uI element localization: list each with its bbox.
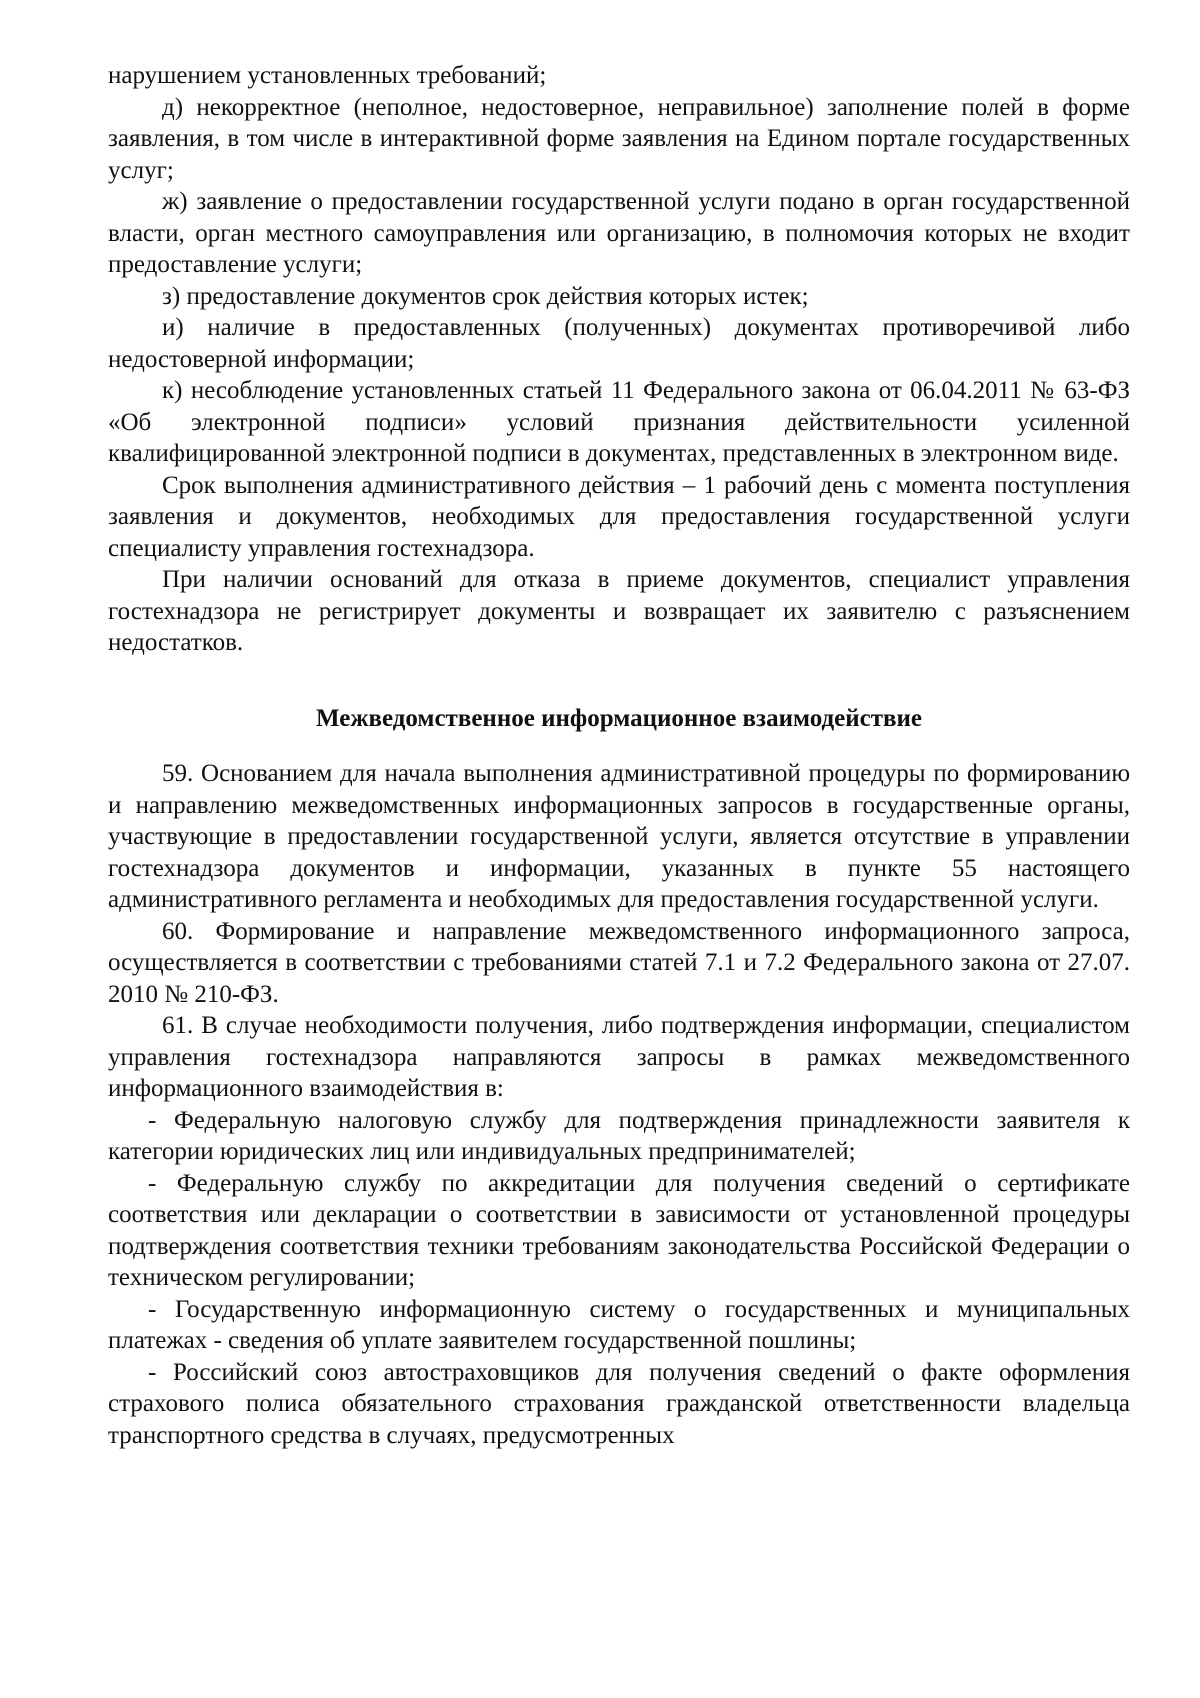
list-item-tax-service: - Федеральную налоговую службу для подтверждения принадлежности заявителя к категории юридических лиц или индивидуальных предпринимателей; [108,1106,1130,1165]
list-item-d: д) некорректное (неполное, недостоверное, неправильное) заполнение полей в форме заявления, в том числе в интерактивной форме заявления на Едином портале государственных услуг; [108,93,1130,184]
document-page [108,60,1130,1451]
list-item-accreditation-service: - Федеральную службу по аккредитации для получения сведений о сертификате соответствия или декларации о соответствии в зависимости от установленной процедуры подтверждения соответствия техники требованиям законодательства Российской Федерации о техническом регулировании; [108,1169,1130,1291]
list-item-insurers-union: - Российский союз автостраховщиков для получения сведений о факте оформления страхового полиса обязательного страхования гражданской ответственности владельца транспортного средства в случаях, предусмотренных [108,1358,1130,1449]
paragraph-60: 60. Формирование и направление межведомственного информационного запроса, осуществляется в соответствии с требованиями статей 7.1 и 7.2 Федерального закона от 27.07. 2010 № 210-ФЗ. [108,917,1130,1008]
section-heading: Межведомственное информационное взаимодействие [316,704,922,732]
list-item-payments-system: - Государственную информационную систему о государственных и муниципальных платежах - сведения об уплате заявителем государственной пошлины; [108,1295,1130,1354]
paragraph-deadline: Срок выполнения административного действия – 1 рабочий день с момента поступления заявления и документов, необходимых для предоставления государственной услуги специалисту управления гостехнадзора. [108,471,1130,562]
paragraph-refusal: При наличии оснований для отказа в приеме документов, специалист управления гостехнадзора не регистрирует документы и возвращает их заявителю с разъяснением недостатков. [108,566,1130,656]
list-item-z: з) предоставление документов срок действия которых истек; [162,282,809,310]
list-item-k: к) несоблюдение установленных статьей 11 Федерального закона от 06.04.2011 № 63-ФЗ «Об электронной подписи» условий признания действительности усиленной квалифицированной электронной подписи в документах, представленных в электронном виде. [108,377,1130,467]
paragraph-59: 59. Основанием для начала выполнения административной процедуры по формированию и направлению межведомственных информационных запросов в государственные органы, участвующие в предоставлении государственной услуги, является отсутствие в управлении гостехнадзора документов и информации, указанных в пункте 55 настоящего административного регламента и необходимых для предоставления государственной услуги. [108,760,1130,913]
paragraph-61: 61. В случае необходимости получения, либо подтверждения информации, специалистом управления гостехнадзора направляются запросы в рамках межведомственного информационного взаимодействия в: [108,1012,1130,1102]
list-item-zh: ж) заявление о предоставлении государственной услуги подано в орган государственной власти, орган местного самоуправления или организацию, в полномочия которых не входит предоставление услуги; [108,188,1130,278]
list-item-i: и) наличие в предоставленных (полученных) документах противоречивой либо недостоверной информации; [108,314,1130,373]
paragraph-continuation: нарушением установленных требований; [108,62,547,89]
